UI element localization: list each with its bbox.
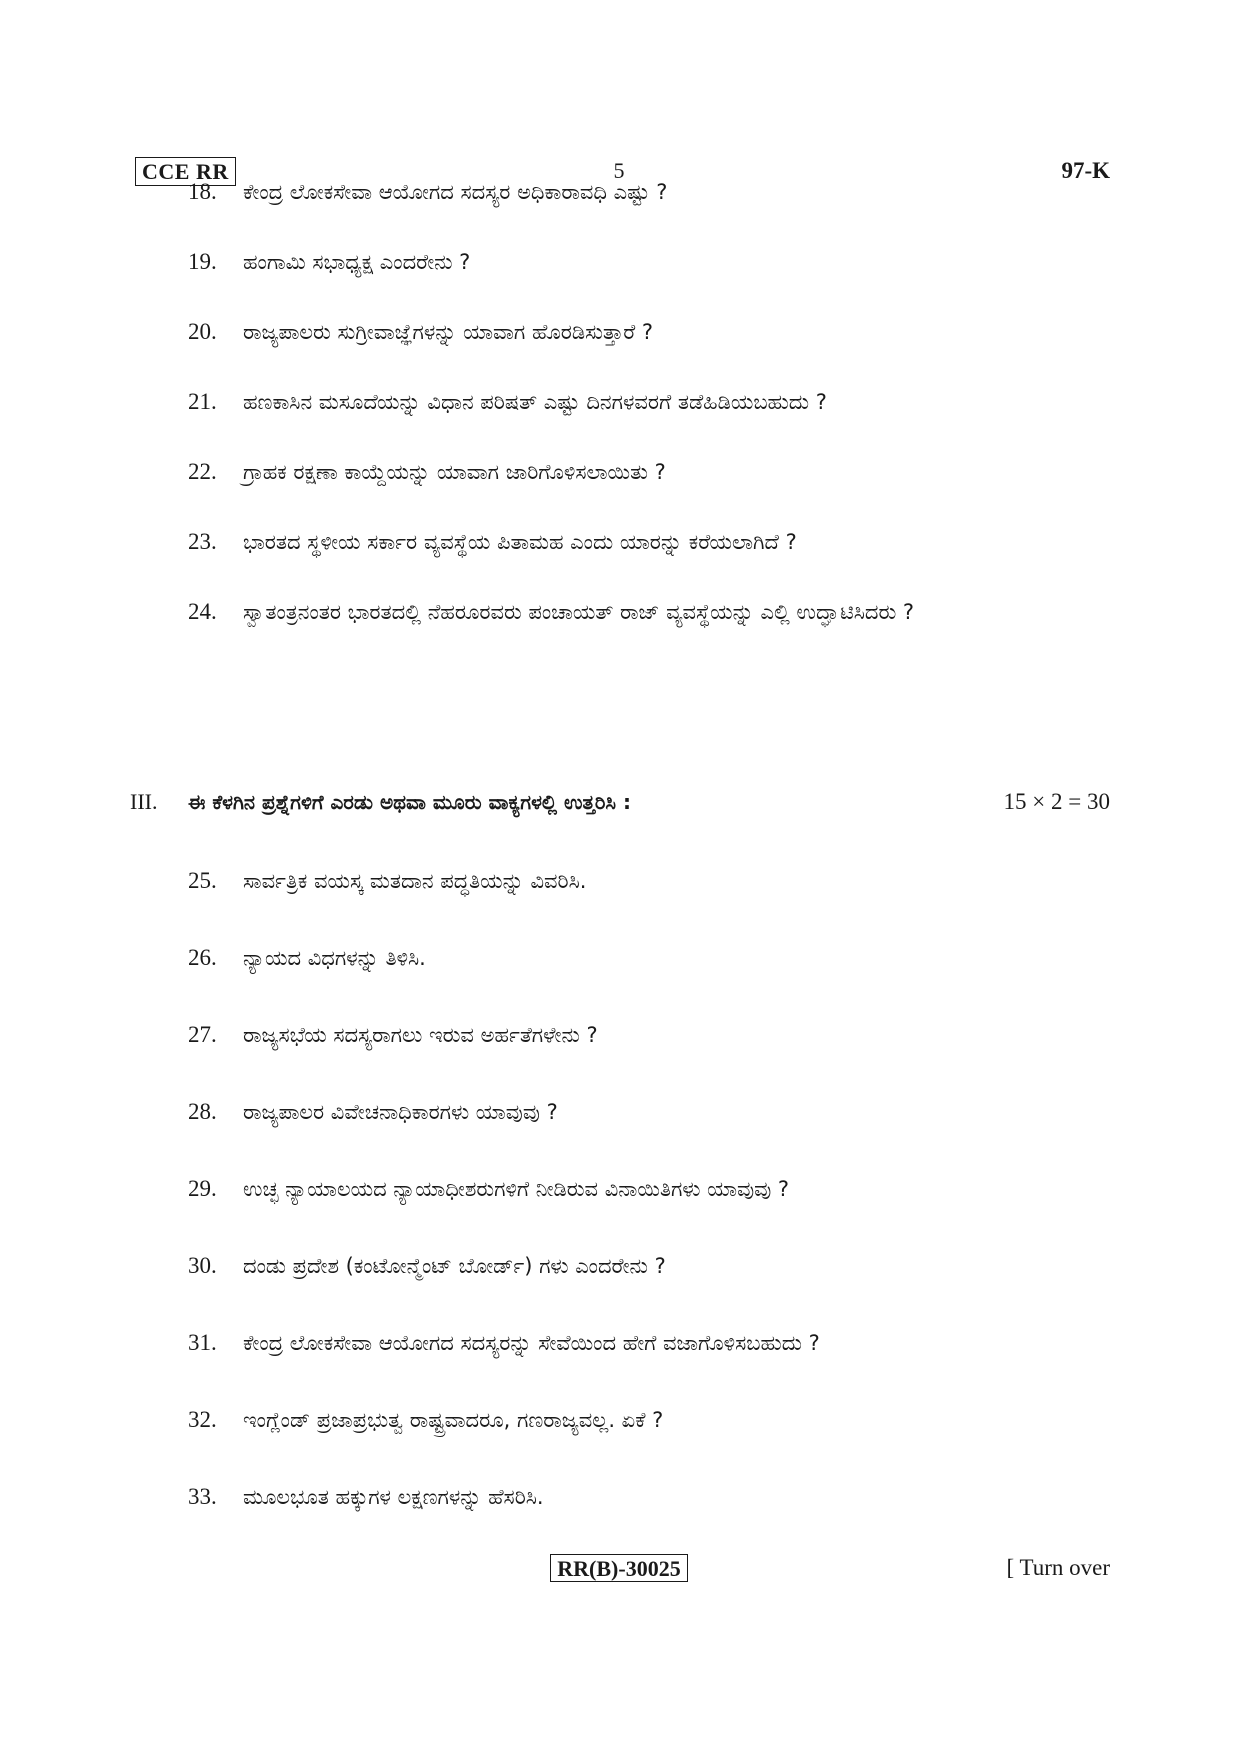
question-29 <box>188 1164 1110 1214</box>
question-24 <box>188 587 1110 637</box>
section-instruction: ಈ ಕೆಳಗಿನ ಪ್ರಶ್ನೆಗಳಿಗೆ ಎರಡು ಅಥವಾ ಮೂರು ವಾಕ್ಯಗಳಲ್ಲಿ ಉತ್ತರಿಸಿ : <box>188 790 631 814</box>
question-22 <box>188 447 1110 497</box>
question-text: ಗ್ರಾಹಕ ರಕ್ಷಣಾ ಕಾಯ್ದೆಯನ್ನು ಯಾವಾಗ ಜಾರಿಗೊಳಿಸಲಾಯಿತು ? <box>243 460 666 484</box>
question-text: ಕೇಂದ್ರ ಲೋಕಸೇವಾ ಆಯೋಗದ ಸದಸ್ಯರ ಅಧಿಕಾರಾವಧಿ ಎಷ್ಟು ? <box>243 180 668 204</box>
question-number: 33. <box>188 1484 217 1509</box>
question-text: ಮೂಲಭೂತ ಹಕ್ಕುಗಳ ಲಕ್ಷಣಗಳನ್ನು ಹೆಸರಿಸಿ. <box>243 1485 544 1509</box>
question-number: 30. <box>188 1253 217 1278</box>
question-text: ಇಂಗ್ಲೆಂಡ್ ಪ್ರಜಾಪ್ರಭುತ್ವ ರಾಷ್ಟ್ರವಾದರೂ, ಗಣರಾಜ್ಯವಲ್ಲ. ಏಕೆ ? <box>243 1408 664 1432</box>
page-number: 5 <box>613 158 625 183</box>
question-number: 27. <box>188 1022 217 1047</box>
question-number: 20. <box>188 319 217 344</box>
question-number: 29. <box>188 1176 217 1201</box>
question-text: ರಾಜ್ಯಪಾಲರ ವಿವೇಚನಾಧಿಕಾರಗಳು ಯಾವುವು ? <box>243 1100 558 1124</box>
question-text: ದಂಡು ಪ್ರದೇಶ (ಕಂಟೋನ್ಮೆಂಟ್ ಬೋರ್ಡ್) ಗಳು ಎಂದರೇನು ? <box>243 1254 666 1278</box>
question-number: 32. <box>188 1407 217 1432</box>
question-number: 31. <box>188 1330 217 1355</box>
question-number: 28. <box>188 1099 217 1124</box>
question-number: 25. <box>188 868 217 893</box>
question-text: ರಾಜ್ಯಸಭೆಯ ಸದಸ್ಯರಾಗಲು ಇರುವ ಅರ್ಹತೆಗಳೇನು ? <box>243 1023 598 1047</box>
paper-code: 97-K <box>1061 158 1110 183</box>
question-19 <box>188 237 1110 287</box>
question-text: ಹಣಕಾಸಿನ ಮಸೂದೆಯನ್ನು ವಿಧಾನ ಪರಿಷತ್ ಎಷ್ಟು ದಿನಗಳವರಗೆ ತಡೆಹಿಡಿಯಬಹುದು ? <box>243 390 827 414</box>
header-code-box: CCE RR <box>135 157 236 186</box>
footer-code-box: RR(B)-30025 <box>550 1554 687 1582</box>
question-number: 26. <box>188 945 217 970</box>
question-text: ಕೇಂದ್ರ ಲೋಕಸೇವಾ ಆಯೋಗದ ಸದಸ್ಯರನ್ನು ಸೇವೆಯಿಂದ ಹೇಗೆ ವಜಾಗೊಳಿಸಬಹುದು ? <box>243 1331 820 1355</box>
question-number: 18. <box>188 179 217 204</box>
question-text: ಸಾರ್ವತ್ರಿಕ ವಯಸ್ಕ ಮತದಾನ ಪದ್ಧತಿಯನ್ನು ವಿವರಿಸಿ. <box>243 869 587 893</box>
question-text: ನ್ಯಾಯದ ವಿಧಗಳನ್ನು ತಿಳಿಸಿ. <box>243 946 426 970</box>
section-number: III. <box>130 789 158 814</box>
question-21 <box>188 377 1110 427</box>
question-text: ಉಚ್ಛ ನ್ಯಾಯಾಲಯದ ನ್ಯಾಯಾಧೀಶರುಗಳಿಗೆ ನೀಡಿರುವ ವಿನಾಯಿತಿಗಳು ಯಾವುವು ? <box>243 1177 790 1201</box>
question-32 <box>188 1395 1110 1445</box>
question-31 <box>188 1318 1110 1368</box>
question-text: ರಾಜ್ಯಪಾಲರು ಸುಗ್ರೀವಾಜ್ಞೆಗಳನ್ನು ಯಾವಾಗ ಹೊರಡಿಸುತ್ತಾರೆ ? <box>243 320 654 344</box>
question-33 <box>188 1472 1110 1522</box>
question-26 <box>188 933 1110 983</box>
question-23 <box>188 517 1110 567</box>
question-text: ಹಂಗಾಮಿ ಸಭಾಧ್ಯಕ್ಷ ಎಂದರೇನು ? <box>243 250 471 274</box>
question-number: 22. <box>188 459 217 484</box>
question-number: 19. <box>188 249 217 274</box>
section-3-heading <box>130 782 1110 822</box>
question-18 <box>188 167 1110 217</box>
question-30 <box>188 1241 1110 1291</box>
question-25 <box>188 856 1110 906</box>
question-number: 21. <box>188 389 217 414</box>
question-text: ಸ್ವಾತಂತ್ರನಂತರ ಭಾರತದಲ್ಲಿ ನೆಹರೂರವರು ಪಂಚಾಯತ್ ರಾಜ್ ವ್ಯವಸ್ಥೆಯನ್ನು ಎಲ್ಲಿ ಉದ್ಘಾಟಿಸಿದರು ? <box>243 600 915 624</box>
question-27 <box>188 1010 1110 1060</box>
question-28 <box>188 1087 1110 1137</box>
turn-over-note: [ Turn over <box>1006 1555 1110 1580</box>
question-number: 23. <box>188 529 217 554</box>
section-marks: 15 × 2 = 30 <box>1003 789 1110 814</box>
question-text: ಭಾರತದ ಸ್ಥಳೀಯ ಸರ್ಕಾರ ವ್ಯವಸ್ಥೆಯ ಪಿತಾಮಹ ಎಂದು ಯಾರನ್ನು ಕರೆಯಲಾಗಿದೆ ? <box>243 530 797 554</box>
question-20 <box>188 307 1110 357</box>
question-number: 24. <box>188 599 217 624</box>
